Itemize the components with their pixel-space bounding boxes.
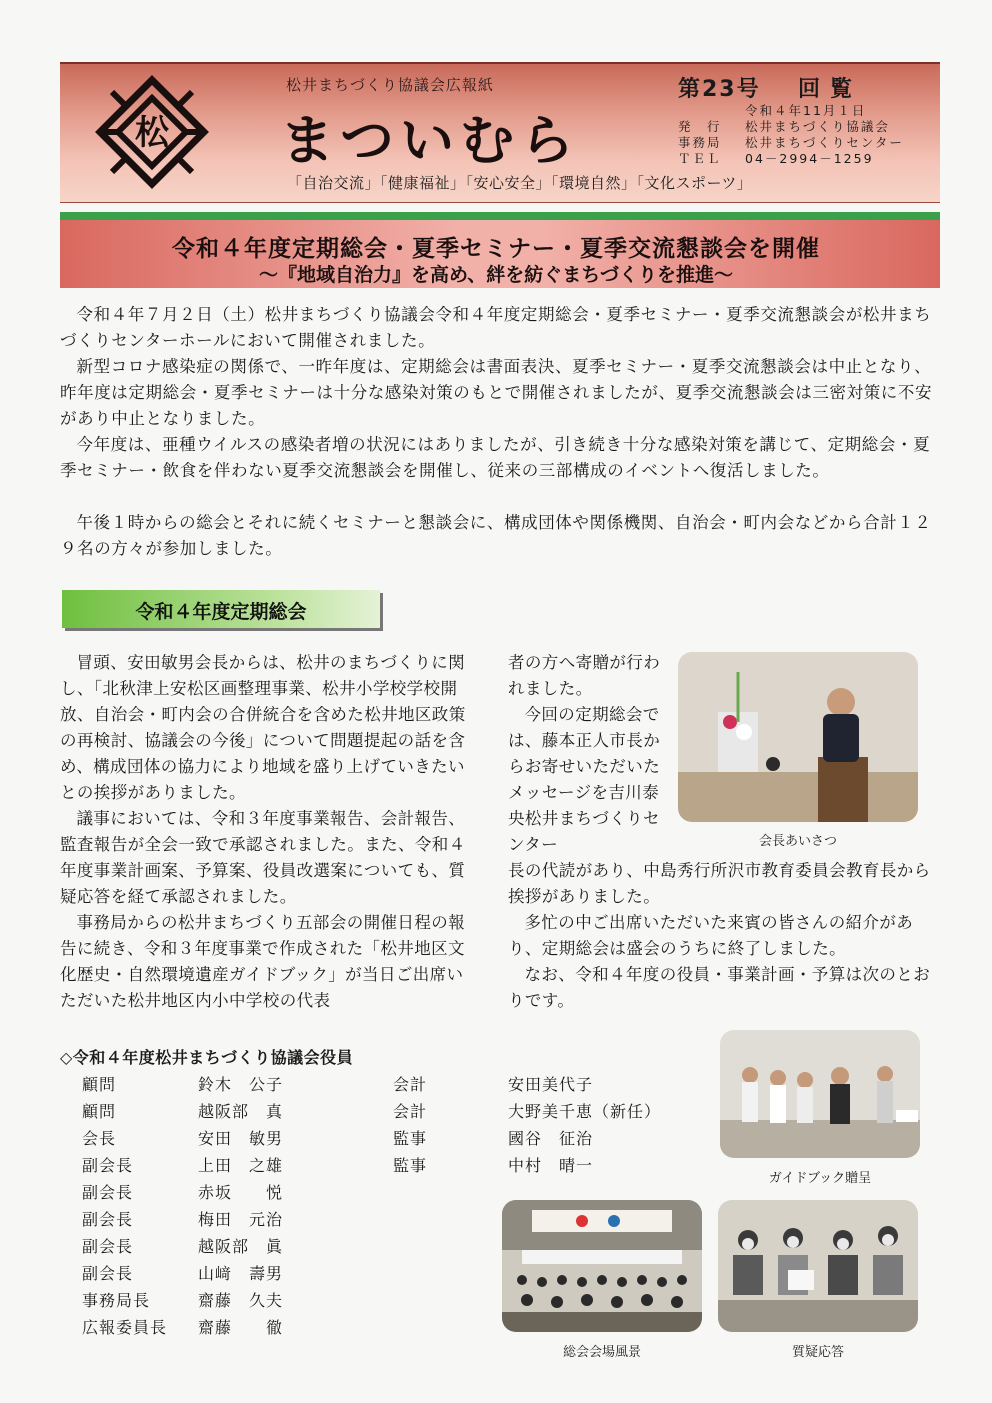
guidebook-photo: [720, 1030, 920, 1158]
officer-role: 顧問: [82, 1075, 117, 1094]
subheadline: ～『地域自治力』を高め、絆を紡ぐまちづくりを推進～: [258, 264, 734, 286]
qa-photo: [718, 1200, 918, 1332]
body-paragraph: 事務局からの松井まちづくり五部会の開催日程の報告に続き、令和３年度事業で作成された「松井地区文化歴史・自然環境遺産ガイドブック」が当日ご出席いただいた松井地区内小中学校の代表: [60, 913, 466, 1010]
officer-name: 越阪部 真: [198, 1102, 284, 1121]
photo-caption: 総会会場風景: [562, 1345, 641, 1360]
circulation-label: 回覧: [798, 77, 863, 102]
officer-name: 安田美代子: [508, 1075, 594, 1094]
officer-name: 鈴木 公子: [198, 1075, 284, 1094]
officer-name: 齋藤 徹: [198, 1318, 284, 1337]
intro-paragraph: 今年度は、亜種ウイルスの感染者増の状況にはありましたが、引き続き十分な感染対策を講じて、定期総会・夏季セミナー・飲食を伴わない夏季交流懇談会を開催し、従来の三部構成のイベントへ復活しました。: [60, 435, 931, 480]
officer-role: 監事: [393, 1156, 428, 1175]
venue-photo: [502, 1200, 702, 1332]
officer-role: 顧問: [82, 1102, 117, 1121]
svg-text:松: 松: [135, 113, 169, 153]
officer-role: 監事: [393, 1129, 428, 1148]
officer-name: 大野美千恵（新任）: [508, 1102, 662, 1121]
body-paragraph: 多忙の中ご出席いただいた来賓の皆さんの紹介があり、定期総会は盛会のうちに終了しました。: [508, 913, 914, 958]
officer-role: 副会長: [82, 1183, 134, 1202]
body-paragraph: 長の代読があり、中島秀行所沢市教育委員会教育長から挨拶がありました。: [508, 861, 931, 906]
officer-role: 副会長: [82, 1264, 134, 1283]
green-rule: [60, 212, 940, 220]
officer-name: 國谷 征治: [508, 1129, 594, 1148]
officer-role: 会計: [393, 1102, 428, 1121]
officer-name: 赤坂 悦: [198, 1183, 284, 1202]
intro-paragraph: 午後１時からの総会とそれに続くセミナーと懇談会に、構成団体や関係機関、自治会・町内会などから合計１２９名の方々が参加しました。: [60, 513, 932, 558]
officer-name: 齋藤 久夫: [198, 1291, 284, 1310]
tel-key: ＴＥＬ: [678, 151, 722, 166]
office-value: 松井まちづくりセンター: [745, 135, 904, 150]
officer-role: 副会長: [82, 1156, 134, 1175]
intro-paragraph: 新型コロナ感染症の関係で、一昨年度は、定期総会は書面表決、夏季セミナー・夏季交流懇談会は中止となり、昨年度は定期総会・夏季セミナーは十分な感染対策のもとで開催されましたが、夏季交流懇談会は三密対策に不安があり中止となりました。: [60, 357, 933, 428]
issue-date: 令和４年11月１日: [745, 103, 867, 118]
body-paragraph: 議事においては、令和３年度事業報告、会計報告、監査報告が全会一致で承認されました。また、令和４年度事業計画案、予算案、役員改選案についても、質疑応答を経て承認されました。: [60, 809, 466, 906]
themes: 「自治交流」「健康福祉」「安心安全」「環境自然」「文化スポーツ」: [287, 174, 753, 192]
photo-caption: 質疑応答: [791, 1345, 844, 1360]
body-paragraph: 今回の定期総会では、藤本正人市長からお寄せいただいたメッセージを吉川泰央松井まちづくりセンター: [508, 705, 661, 854]
officer-name: 梅田 元治: [198, 1210, 284, 1229]
officer-role: 副会長: [82, 1237, 134, 1256]
photo-caption: 会長あいさつ: [758, 834, 837, 849]
tel-value: 04－2994－1259: [745, 151, 874, 166]
officer-role: 会長: [82, 1129, 117, 1148]
officer-name: 中村 晴一: [508, 1156, 594, 1175]
office-key: 事務局: [678, 135, 722, 150]
officer-role: 会計: [393, 1075, 428, 1094]
publisher-label: 松井まちづくり協議会広報紙: [286, 76, 494, 94]
publisher-key: 発 行: [678, 119, 722, 134]
officer-role: 広報委員長: [82, 1318, 168, 1337]
chairman-photo: [678, 652, 918, 822]
body-paragraph: 冒頭、安田敏男会長からは、松井のまちづくりに関し、「北秋津上安松区画整理事業、松井小学校学校開放、自治会・町内会の合併統合を含めた松井地区政策の再検討、協議会の今後」について問題提起の話を含め、構成団体の協力により地域を盛り上げていきたいとの挨拶がありました。: [60, 653, 466, 802]
body-paragraph: 者の方へ寄贈が行われました。: [508, 653, 661, 698]
photo-caption: ガイドブック贈呈: [768, 1171, 872, 1186]
pine-logo-icon: [92, 72, 212, 192]
officer-name: 安田 敏男: [198, 1129, 284, 1148]
officer-name: 山﨑 壽男: [198, 1264, 284, 1283]
issue-number: 第23号: [678, 77, 761, 102]
section-title: 令和４年度定期総会: [135, 601, 307, 623]
officers-title: ◇令和４年度松井まちづくり協議会役員: [60, 1048, 354, 1067]
headline: 令和４年度定期総会・夏季セミナー・夏季交流懇談会を開催: [172, 236, 820, 262]
officer-name: 越阪部 眞: [198, 1237, 284, 1256]
paper-name: まついむら: [280, 108, 580, 172]
officer-role: 副会長: [82, 1210, 134, 1229]
officer-name: 上田 之雄: [198, 1156, 284, 1175]
intro-paragraph: 令和４年７月２日（土）松井まちづくり協議会令和４年度定期総会・夏季セミナー・夏季交流懇談会が松井まちづくりセンターホールにおいて開催されました。: [60, 305, 932, 350]
officer-role: 事務局長: [82, 1291, 151, 1310]
body-paragraph: なお、令和４年度の役員・事業計画・予算は次のとおりです。: [508, 965, 931, 1010]
publisher-value: 松井まちづくり協議会: [745, 119, 890, 134]
